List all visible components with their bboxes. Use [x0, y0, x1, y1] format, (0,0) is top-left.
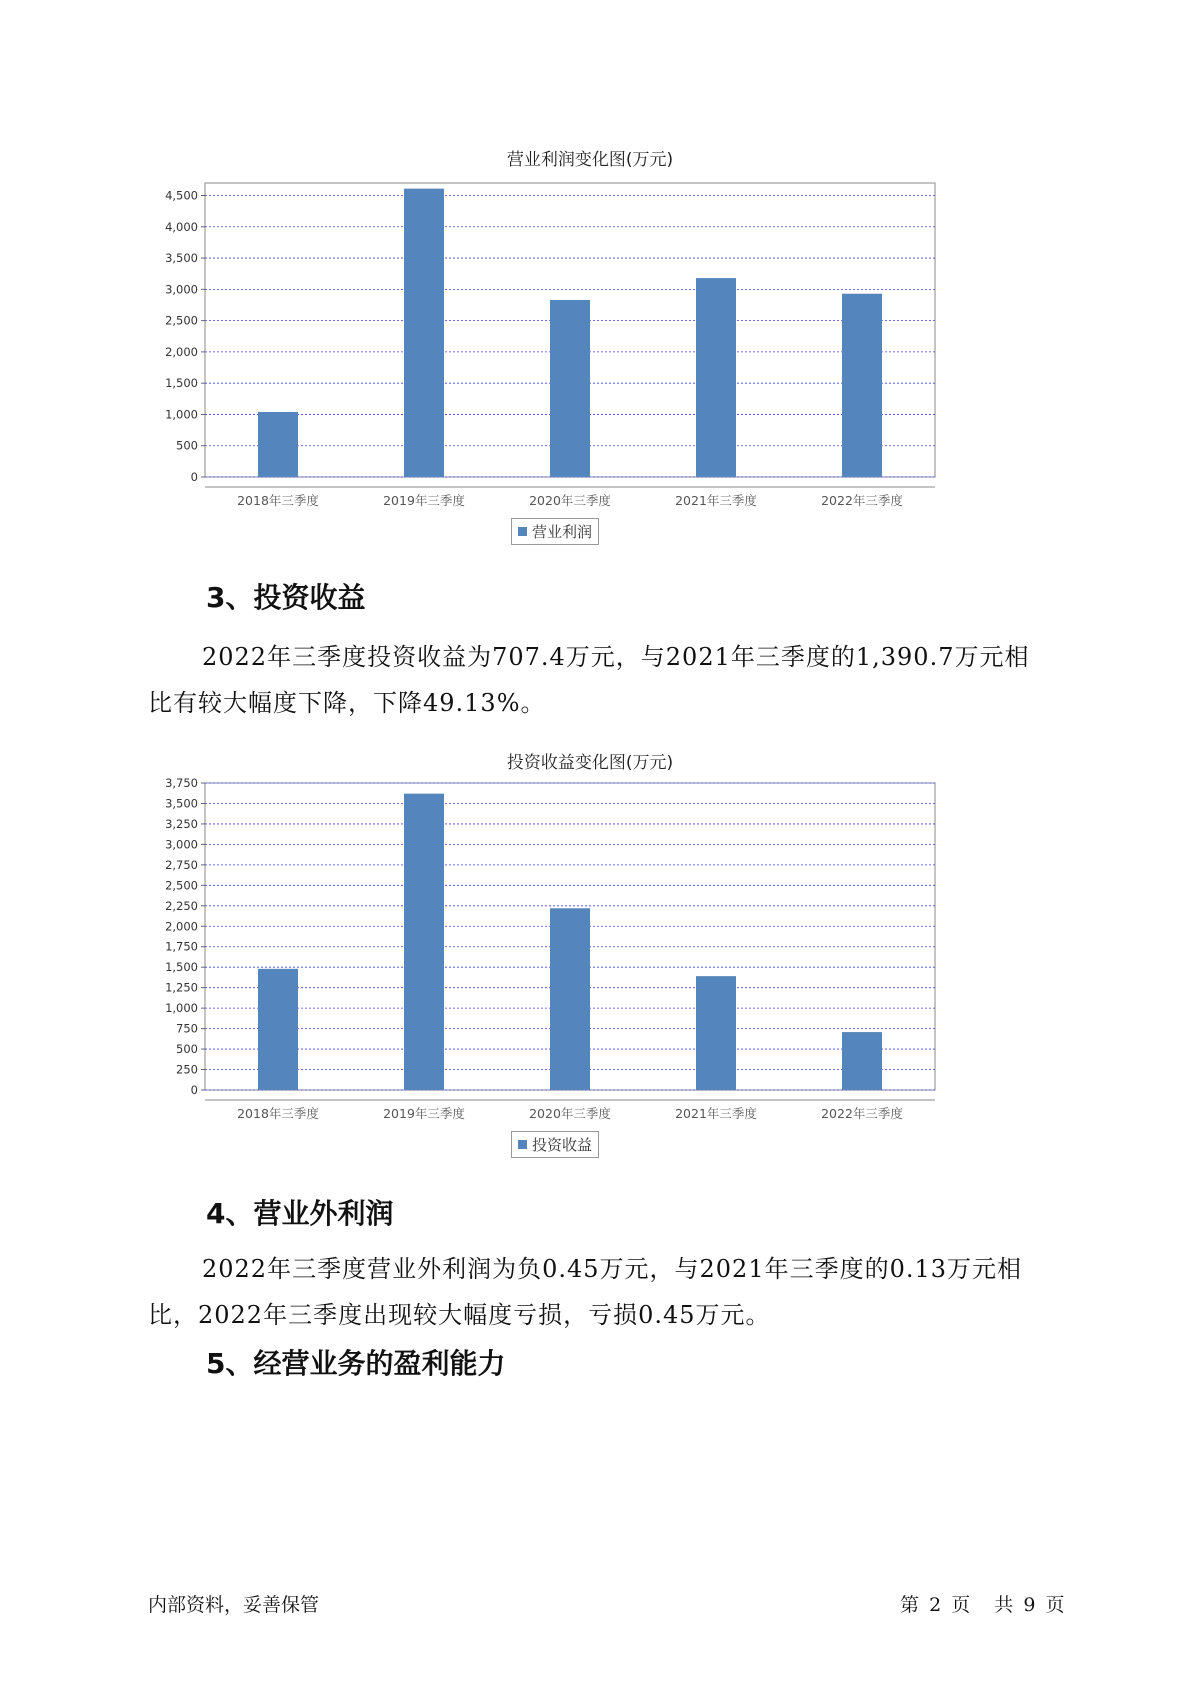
y-tick-label: 1,250: [165, 980, 198, 995]
total-suffix: 页: [1045, 1594, 1065, 1616]
y-tick-label: 2,000: [165, 919, 198, 934]
x-tick-label: 2019年三季度: [383, 1106, 465, 1121]
y-tick-label: 0: [190, 470, 198, 484]
y-tick-label: 3,750: [165, 776, 198, 790]
chart-plot: [140, 748, 1040, 1123]
bar: [842, 294, 882, 477]
x-tick-label: 2021年三季度: [675, 493, 757, 508]
legend-label: 营业利润: [532, 523, 593, 541]
x-tick-label: 2021年三季度: [675, 1106, 757, 1121]
x-tick-label: 2019年三季度: [383, 493, 465, 508]
y-tick-label: 4,500: [165, 188, 198, 203]
y-tick-label: 2,750: [165, 857, 198, 872]
y-tick-label: 2,500: [165, 313, 198, 328]
x-tick-label: 2022年三季度: [821, 1106, 903, 1121]
y-tick-label: 750: [176, 1021, 198, 1036]
y-tick-label: 2,250: [165, 898, 198, 913]
y-tick-label: 3,500: [165, 796, 198, 811]
footer-confidential-note: 内部资料，妥善保管: [148, 1594, 320, 1616]
operating-profit-chart: [140, 145, 1040, 550]
chart-plot: [140, 145, 1040, 515]
y-tick-label: 1,000: [165, 407, 198, 422]
bar: [404, 794, 444, 1090]
bar: [842, 1032, 882, 1090]
x-tick-label: 2020年三季度: [529, 493, 611, 508]
y-tick-label: 3,000: [165, 837, 198, 852]
section-4-paragraph: 2022年三季度营业外利润为负0.45万元，与2021年三季度的0.13万元相比，2022年三季度出现较大幅度亏损，亏损0.45万元。: [148, 1255, 1023, 1329]
x-tick-label: 2022年三季度: [821, 493, 903, 508]
page-total: 9: [1023, 1594, 1036, 1616]
footer-page-number: [900, 1590, 1068, 1617]
bar: [550, 908, 590, 1090]
bar: [696, 278, 736, 477]
page-current: 2: [929, 1594, 942, 1616]
legend-swatch: [518, 1140, 527, 1149]
y-tick-label: 250: [176, 1062, 198, 1077]
chart-title: 营业利润变化图(万元): [506, 150, 674, 170]
y-tick-label: 3,250: [165, 816, 198, 831]
section-3-paragraph: 2022年三季度投资收益为707.4万元，与2021年三季度的1,390.7万元相比有较大幅度下降，下降49.13%。: [148, 643, 1030, 717]
bar: [404, 189, 444, 477]
y-tick-label: 0: [190, 1083, 198, 1097]
y-tick-label: 500: [176, 438, 198, 453]
legend-label: 投资收益: [532, 1136, 593, 1154]
y-tick-label: 2,500: [165, 878, 198, 893]
bar: [258, 412, 298, 477]
x-tick-label: 2018年三季度: [237, 493, 319, 508]
section-4-heading: 4、营业外利润: [206, 1197, 394, 1230]
y-tick-label: 1,750: [165, 939, 198, 954]
bar: [696, 976, 736, 1090]
section-3-heading: 3、投资收益: [206, 581, 366, 614]
total-prefix: 共: [994, 1594, 1014, 1616]
chart-legend: [511, 1131, 599, 1158]
section-5-heading: 5、经营业务的盈利能力: [206, 1347, 506, 1380]
bar: [550, 300, 590, 477]
page-mid: 页: [951, 1594, 971, 1616]
bar: [258, 969, 298, 1090]
investment-income-chart: [140, 748, 1040, 1158]
y-tick-label: 2,000: [165, 344, 198, 359]
y-tick-label: 500: [176, 1042, 198, 1057]
x-tick-label: 2018年三季度: [237, 1106, 319, 1121]
y-tick-label: 4,000: [165, 219, 198, 234]
chart-legend: [511, 518, 599, 545]
y-tick-label: 3,500: [165, 251, 198, 266]
y-tick-label: 1,500: [165, 960, 198, 975]
page-prefix: 第: [900, 1594, 920, 1616]
chart-title: 投资收益变化图(万元): [506, 753, 674, 773]
x-tick-label: 2020年三季度: [529, 1106, 611, 1121]
y-tick-label: 1,500: [165, 376, 198, 391]
legend-swatch: [518, 527, 527, 536]
y-tick-label: 1,000: [165, 1001, 198, 1016]
y-tick-label: 3,000: [165, 282, 198, 297]
